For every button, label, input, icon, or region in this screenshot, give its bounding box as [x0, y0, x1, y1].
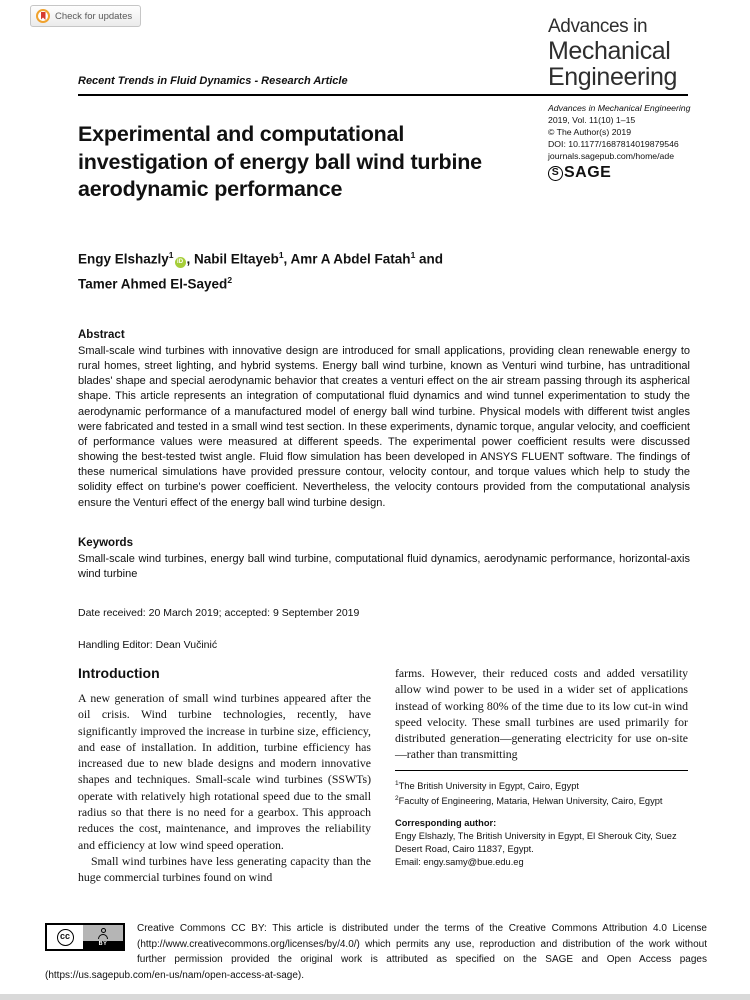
affiliation-1-mark: 1 [395, 779, 399, 787]
introduction-heading: Introduction [78, 665, 160, 681]
affiliation-2-mark: 2 [395, 794, 399, 802]
author-affil-mark: 1 [278, 250, 284, 260]
body-columns [78, 665, 688, 886]
corresponding-author-email[interactable]: Email: engy.samy@bue.edu.eg [395, 856, 524, 867]
footnotes-block [395, 770, 688, 869]
article-title: Experimental and computational investigation of energy ball wind turbine aerodynamic performance [78, 122, 482, 201]
sage-logo [548, 166, 690, 181]
license-block [45, 921, 707, 983]
cc-by-label: BY [83, 941, 123, 949]
abstract-section [78, 329, 690, 511]
introduction-paragraph-1: A new generation of small wind turbines appeared after the oil crisis. Wind turbine technologies, recently, have significantly improved the increase in turbine size, efficiency, and ease of installation. In addition, turbine efficiency has increased due to new blade designs and modern innovative shapes and techniques. Small-scale wind turbines (SSWTs) operate with relatively high rotational speed due to the small radius so that there is no need for a gearbox. This approach reduces the cost, maintenance, and improves the reliability and efficiency at low wind speed operation. [78, 691, 371, 852]
orcid-icon[interactable]: iD [175, 257, 186, 268]
header-rule [78, 94, 688, 96]
license-text: Creative Commons CC BY: This article is distributed under the terms of the Creative Commons Attribution 4.0 License (http://www.creativecommons.org/licenses/by/4.0/) which permits any use, reproduction and distribution of the work without further permission provided the original work is attributed as specified on the SAGE and Open Access pages (https://us.sagepub.com/en-us/nam/open-access-at-sage). [45, 923, 707, 981]
author-conjunction: and [415, 251, 444, 267]
citation-meta [548, 103, 690, 181]
corresponding-author-label: Corresponding author: [395, 817, 497, 828]
author-list [78, 245, 558, 294]
right-column [395, 665, 688, 886]
meta-copyright: © The Author(s) 2019 [548, 126, 632, 137]
author-affil-mark: 2 [227, 274, 233, 285]
cc-circle-icon: cc [57, 929, 74, 946]
author-name: Engy Elshazly [78, 251, 169, 267]
meta-journal-name: Advances in Mechanical Engineering [548, 103, 691, 113]
journal-logo-line3: Engineering [548, 63, 678, 91]
abstract-heading: Abstract [78, 329, 125, 341]
sage-s-icon: S [548, 166, 563, 181]
journal-logo-line1: Advances in [548, 16, 648, 37]
affiliation-1-text: The British University in Egypt, Cairo, Egypt [398, 780, 579, 791]
affiliation-2 [395, 793, 688, 808]
meta-journal-url[interactable]: journals.sagepub.com/home/ade [548, 150, 675, 161]
abstract-text: Small-scale wind turbines with innovative design are introduced for small applications, providing clean renewable energy to rural homes, street lighting, and hybrid systems. Energy ball wind turbine, known as Venturi wind turbine, has untraditional blades' shape and special aerodynamic behavior that creates a venturi effect on the air stream passing through its aspherical shape. This article represents an integration of computational fluid dynamics and wind tunnel experimentation to study the aerodynamic performance of a manufactured model of energy ball wind turbine. Physical models with different twist angles were fabricated and tested in a small wind test section. In these experiments, dynamic torque, angular velocity, and coefficient of performance values were measured at different speeds. The experimental power coefficient results were discussed showing the best-tested twist angle. Fluid flow simulation has been developed in ANSYS FLUENT software. The findings of these numerical simulations have provided pressure contour, velocity contour, and torque values which help to study the solidity effect on turbine's power coefficient. Nevertheless, the velocity contours provided from the computational analysis ensure the Venturi effect of the energy ball wind turbine design. [78, 345, 690, 509]
author-name: Tamer Ahmed El-Sayed [78, 276, 228, 291]
article-type-heading: Recent Trends in Fluid Dynamics - Research Article [78, 75, 348, 87]
left-column [78, 665, 371, 886]
author-affil-mark: 1 [168, 250, 174, 260]
journal-logo [548, 16, 677, 90]
sage-logo-text: SAGE [564, 164, 612, 182]
journal-logo-line2: Mechanical [548, 37, 671, 65]
handling-editor-line: Handling Editor: Dean Vučinić [78, 639, 218, 651]
keywords-section [78, 537, 690, 582]
affiliation-2-text: Faculty of Engineering, Mataria, Helwan University, Cairo, Egypt [398, 795, 663, 806]
check-for-updates-label: Check for updates [55, 10, 133, 22]
introduction-paragraph-2: Small wind turbines have less generating capacity than the huge commercial turbines found on wind [78, 853, 371, 885]
cc-by-badge-icon [45, 923, 125, 951]
affiliation-1 [395, 778, 688, 793]
date-received-line: Date received: 20 March 2019; accepted: 9 September 2019 [78, 607, 360, 619]
keywords-text: Small-scale wind turbines, energy ball wind turbine, computational fluid dynamics, aerodynamic performance, horizontal-axis wind turbine [78, 553, 690, 581]
crossmark-icon [36, 9, 50, 23]
introduction-paragraph-continued: farms. However, their reduced costs and added versatility allow wind power to be used in a wider set of applications instead of working 80% of the time due to its low cut-in wind speed velocity. These small turbines are used primarily for distributed generation—generating electricity for use on-site—rather than transmitting [395, 666, 688, 762]
author-name: , Nabil Eltayeb [186, 251, 279, 267]
author-name: , Amr A Abdel Fatah [283, 251, 411, 267]
page-bottom-edge [0, 994, 750, 1000]
meta-doi[interactable]: DOI: 10.1177/1687814019879546 [548, 138, 679, 149]
corresponding-author-text: Engy Elshazly, The British University in Egypt, El Sherouk City, Suez Desert Road, Cairo 11837, Egypt. [395, 830, 677, 854]
author-affil-mark: 1 [410, 250, 416, 260]
check-for-updates-button[interactable] [30, 5, 141, 27]
meta-volume: 2019, Vol. 11(10) 1–15 [548, 114, 636, 125]
keywords-heading: Keywords [78, 537, 133, 549]
